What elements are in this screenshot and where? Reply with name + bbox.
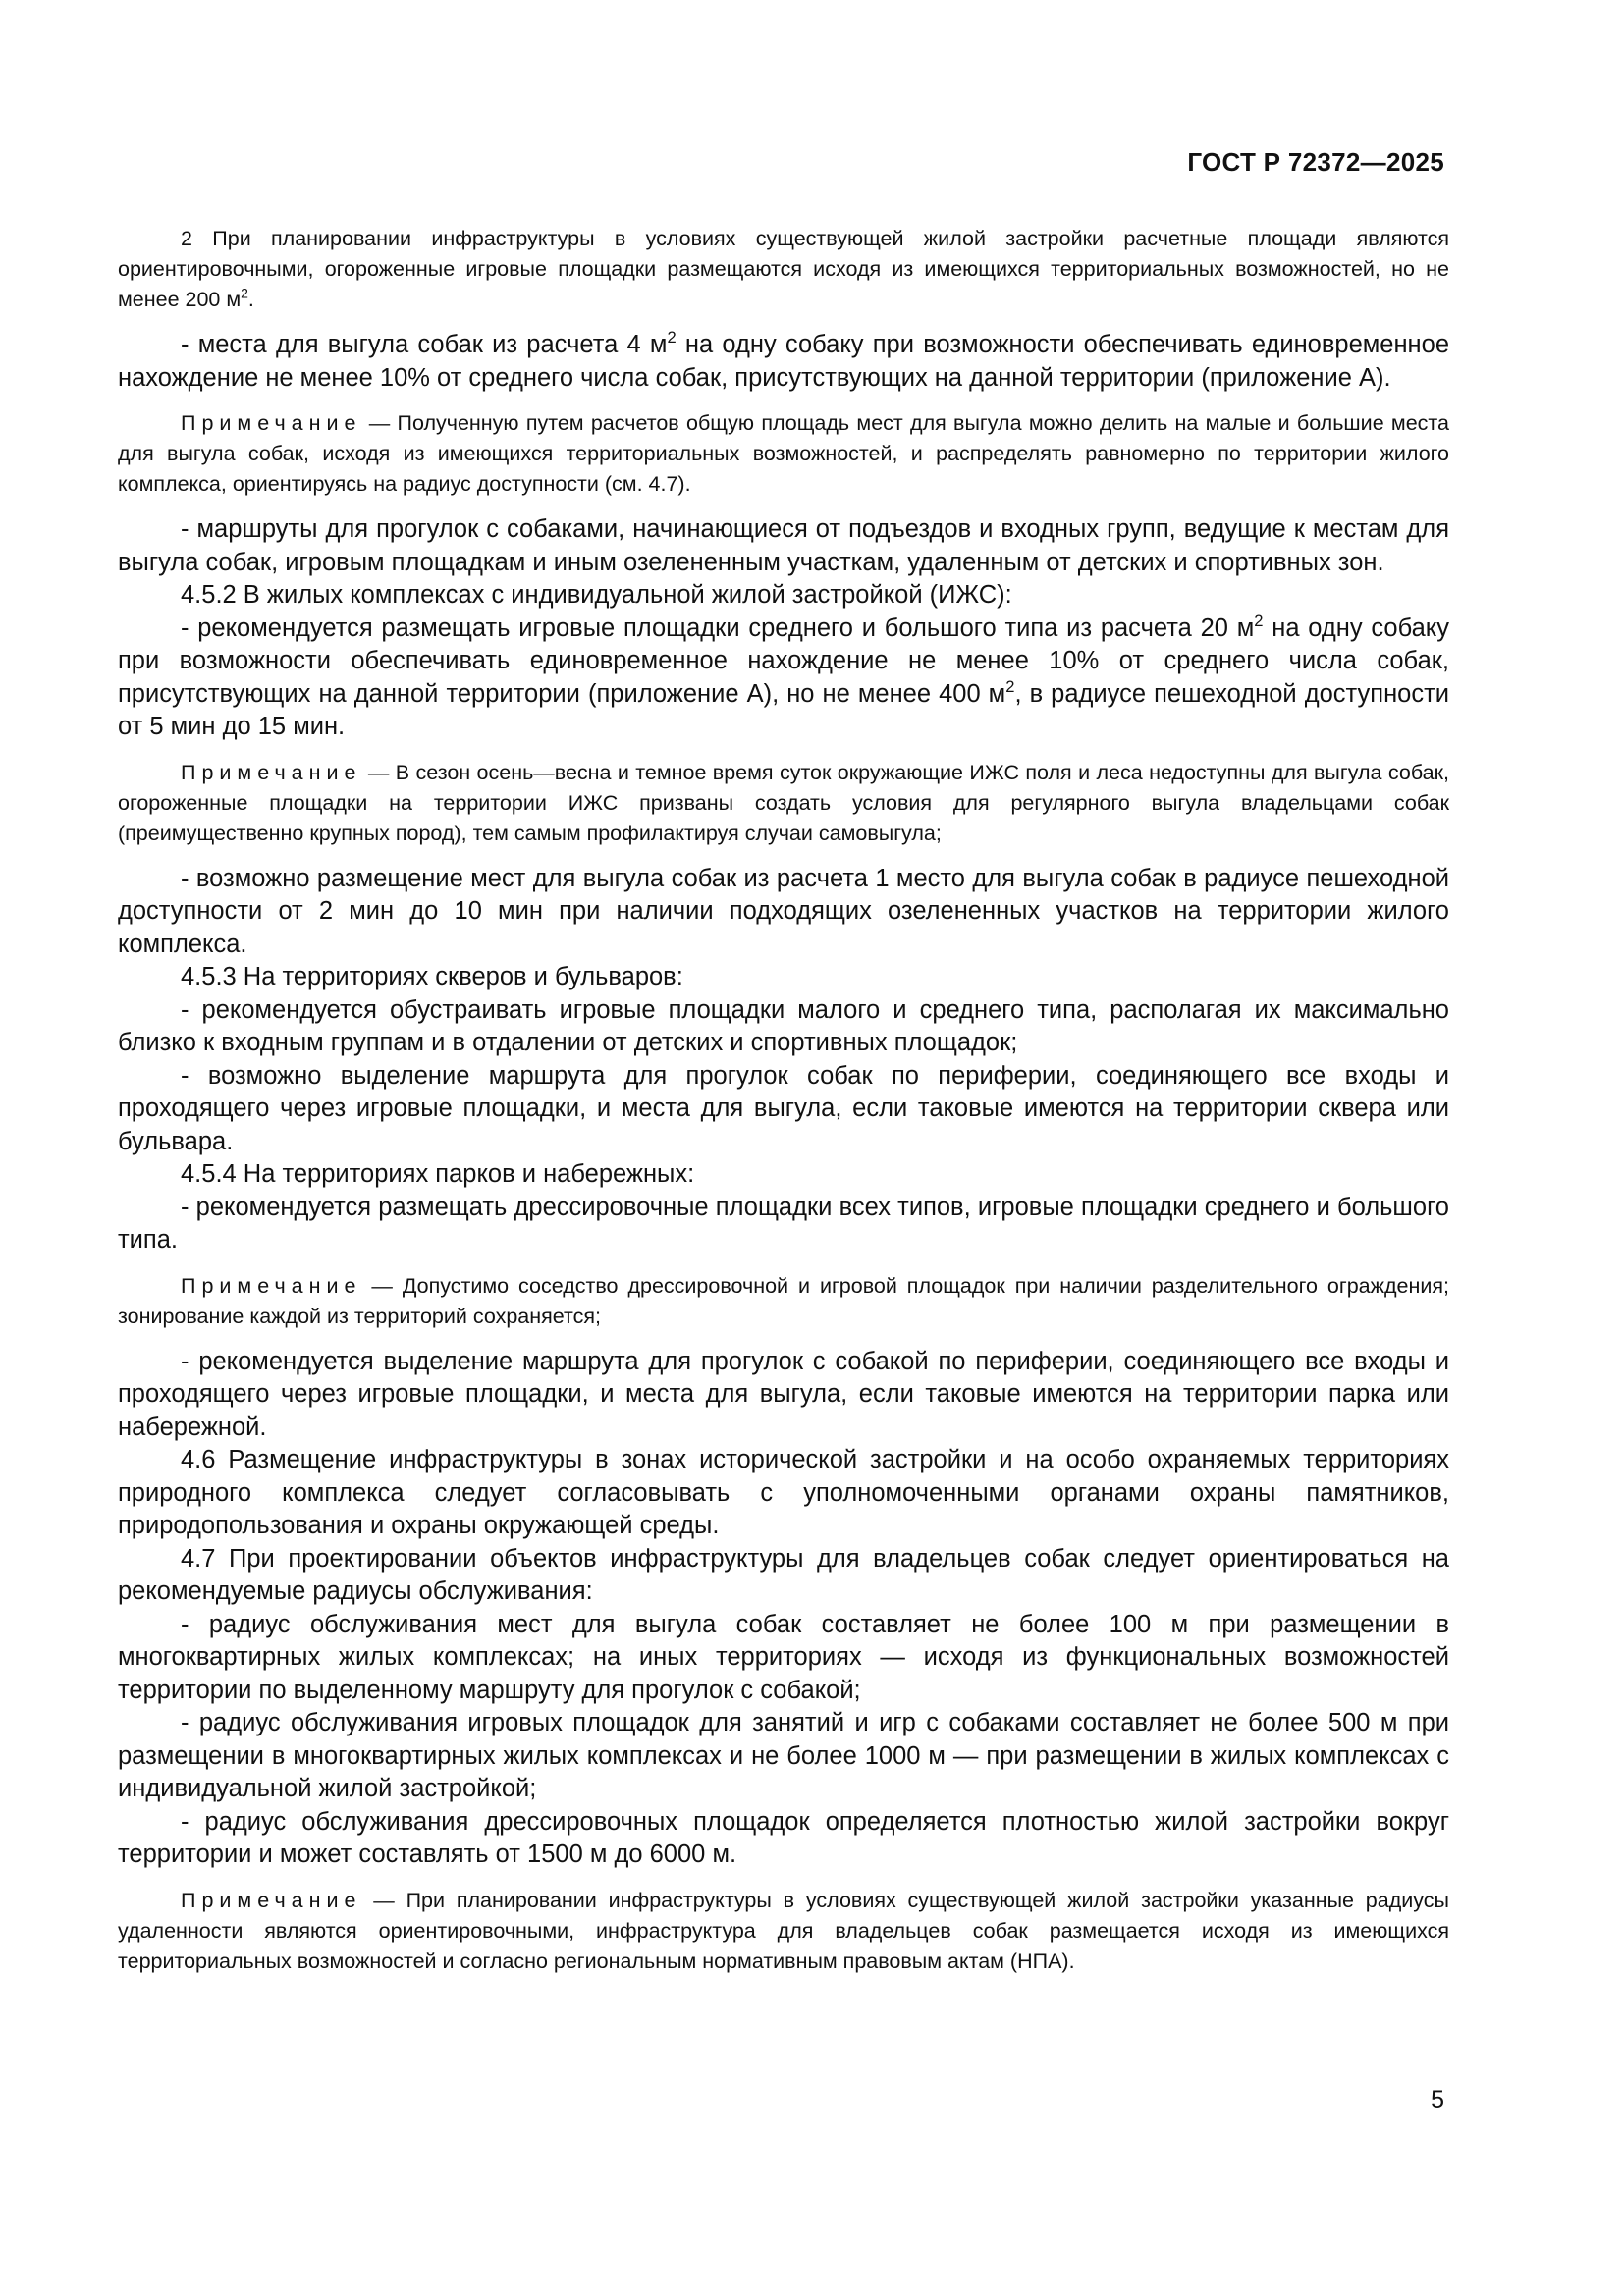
page-number: 5 xyxy=(1431,2086,1444,2113)
note-label: Примечание xyxy=(181,1273,362,1298)
list-item-squares-route: - возможно выделение маршрута для прогулок собак по периферии, соединяющего все входы и проходящего через игровые площадки, и места для выгула, если таковые имеются на территории сквера или бульвара. xyxy=(118,1061,1449,1155)
list-item-play-areas-izhs: - рекомендуется размещать игровые площадки среднего и большого типа из расчета 20 $м^2$ на одну собаку при возможности обеспечивать единовременное нахождение не менее 10% от среднего числа собак, присутствующих на данной территории (приложение А), но не менее 400 $м^2$, в радиусе пешеходной доступности от 5 мин до 15 мин. xyxy=(118,611,1450,740)
list-item-parks-areas: - рекомендуется размещать дрессировочные площадки всех типов, игровые площадки среднего и большого типа. xyxy=(118,1193,1449,1254)
note-2: Примечание — В сезон осень—весна и темное время суток окружающие ИЖС поля и леса недоступны для выгула собак, огороженные площадки на территории ИЖС призваны создать условия для регулярного выгула владельцами собак (преимущественно крупных пород), тем самым профилактируя случаи самовыгула; xyxy=(118,760,1449,845)
list-item-radius-play: - радиус обслуживания игровых площадок для занятий и игр с собаками составляет не более 500 м при размещении в многоквартирных жилых комплексах и не более 1000 м — при размещении в жилых комплексах с индивидуальной жилой застройкой; xyxy=(118,1709,1449,1802)
note-item-2: 2 При планировании инфраструктуры в условиях существующей жилой застройки расчетные площади являются ориентировочными, огороженные игровые площадки размещаются исходя из имеющихся территориальных возможностей, но не менее 200 $м^2$. xyxy=(118,227,1449,311)
document-code: ГОСТ Р 72372—2025 xyxy=(1187,147,1444,177)
note-3: Примечание — Допустимо соседство дрессировочной и игровой площадок при наличии разделительного ограждения; зонирование каждой из территорий сохраняется; xyxy=(118,1273,1449,1328)
document-body xyxy=(118,224,1449,1977)
clause-4-7: 4.7 При проектировании объектов инфраструктуры для владельцев собак следует ориентироваться на рекомендуемые радиусы обслуживания: xyxy=(118,1544,1449,1605)
list-item-walking-places-izhs: - возможно размещение мест для выгула собак из расчета 1 место для выгула собак в радиусе пешеходной доступности от 2 мин до 10 мин при наличии подходящих озелененных участков на территории жилого комплекса. xyxy=(118,864,1449,958)
list-item-squares-play-areas: - рекомендуется обустраивать игровые площадки малого и среднего типа, располагая их максимально близко к входным группам и в отдалении от детских и спортивных площадок; xyxy=(118,995,1449,1056)
list-item-parks-route: - рекомендуется выделение маршрута для прогулок с собакой по периферии, соединяющего все входы и проходящего через игровые площадки, и места для выгула, если таковые имеются на территории парка или набережной. xyxy=(118,1347,1449,1441)
note-label: Примечание xyxy=(181,760,362,784)
note-4: Примечание — При планировании инфраструктуры в условиях существующей жилой застройки указанные радиусы удаленности являются ориентировочными, инфраструктура для владельцев собак размещается исходя из имеющихся территориальных возможностей и согласно региональным нормативным правовым актам (НПА). xyxy=(118,1888,1449,1973)
note-label: Примечание xyxy=(181,411,362,435)
list-item-radius-walking: - радиус обслуживания мест для выгула собак составляет не более 100 м при размещении в многоквартирных жилых комплексах; на иных территориях — исходя из функциональных возможностей территории по выделенному маршруту для прогулок с собакой; xyxy=(118,1610,1449,1704)
list-item-dog-walking-places: - места для выгула собак из расчета 4 $м^2$ на одну собаку при возможности обеспечивать единовременное нахождение не менее 10% от среднего числа собак, присутствующих на данной территории (приложение А). xyxy=(118,328,1449,392)
clause-4-5-4: 4.5.4 На территориях парков и набережных: xyxy=(181,1160,695,1188)
note-label: Примечание xyxy=(181,1888,362,1912)
list-item-radius-training: - радиус обслуживания дрессировочных площадок определяется плотностью жилой застройки вокруг территории и может составлять от 1500 м до 6000 м. xyxy=(118,1807,1449,1868)
clause-4-5-2: 4.5.2 В жилых комплексах с индивидуальной жилой застройкой (ИЖС): xyxy=(181,581,1012,609)
clause-4-6: 4.6 Размещение инфраструктуры в зонах исторической застройки и на особо охраняемых территориях природного комплекса следует согласовывать с уполномоченными органами охраны памятников, природопользования и охраны окружающей среды. xyxy=(118,1446,1449,1539)
list-item-walking-routes: - маршруты для прогулок с собаками, начинающиеся от подъездов и входных групп, ведущие к местам для выгула собак, игровым площадкам и иным озелененным участкам, удаленным от детских и спортивных зон. xyxy=(118,515,1449,576)
note-1: Примечание — Полученную путем расчетов общую площадь мест для выгула можно делить на малые и большие места для выгула собак, исходя из имеющихся территориальных возможностей, и распределять равномерно по территории жилого комплекса, ориентируясь на радиус доступности (см. 4.7). xyxy=(118,411,1449,496)
clause-4-5-3: 4.5.3 На территориях скверов и бульваров: xyxy=(181,963,683,990)
